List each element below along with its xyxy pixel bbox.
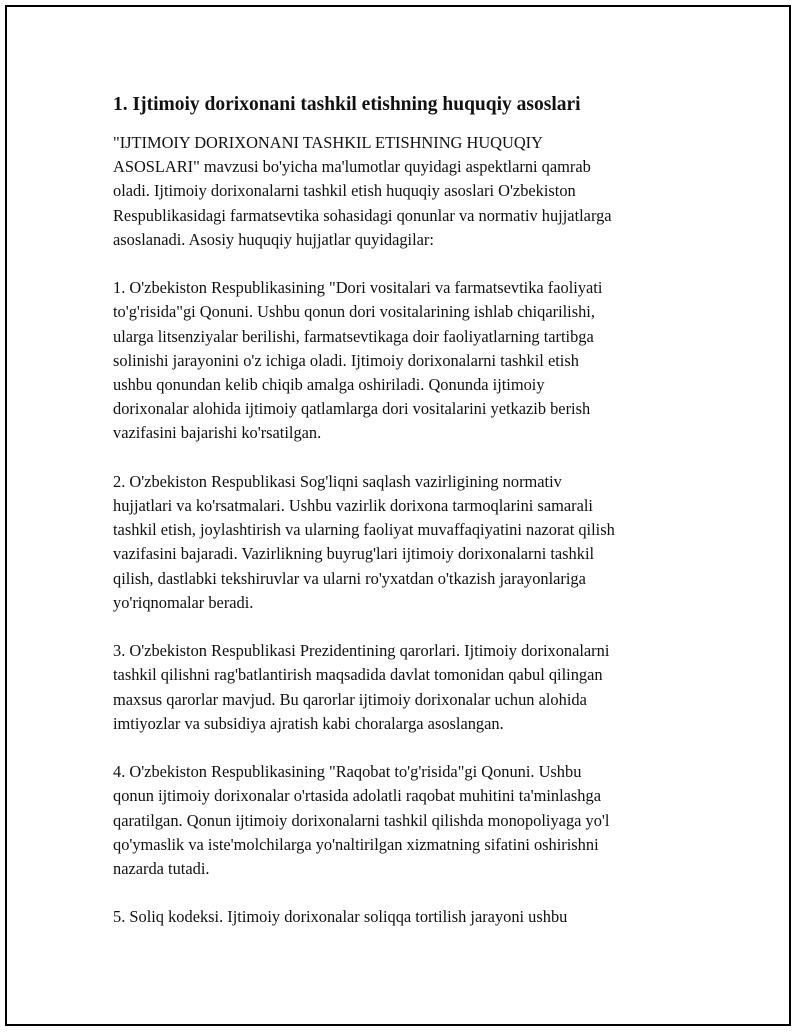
text-line: Respublikasidagi farmatsevtika sohasidagi qonunlar va normativ hujjatlarga (113, 205, 612, 225)
document-title: 1. Ijtimoiy dorixonani tashkil etishning huquqiy asoslari (113, 94, 581, 115)
text-line: qo'ymaslik va iste'molchilarga yo'naltirilgan xizmatning sifatini oshirishni (113, 834, 599, 854)
document-body (113, 92, 673, 954)
text-line: vazifasini bajaradi. Vazirlikning buyrug'lari ijtimoiy dorixonalarni tashkil (113, 544, 595, 564)
text-line: ularga litsenziyalar berilishi, farmatsevtikaga doir faoliyatlarning tartibga (113, 326, 594, 346)
paragraph-item-4 (113, 760, 673, 881)
text-line: vazifasini bajarishi ko'rsatilgan. (113, 423, 322, 443)
text-line: to'g'risida"gi Qonuni. Ushbu qonun dori vositalarining ishlab chiqarilishi, (113, 302, 595, 322)
text-line: 2. O'zbekiston Respublikasi Sog'liqni saqlash vazirligining normativ (113, 471, 562, 491)
text-line: maxsus qarorlar mavjud. Bu qarorlar ijtimoiy dorixonalar uchun alohida (113, 689, 587, 709)
text-line: hujjatlari va ko'rsatmalari. Ushbu vazirlik dorixona tarmoqlarini samarali (113, 496, 593, 516)
text-line: nazarda tutadi. (113, 859, 210, 879)
text-line: 3. O'zbekiston Respublikasi Prezidentining qarorlari. Ijtimoiy dorixonalarni (113, 641, 610, 661)
text-line: dorixonalar alohida ijtimoiy qatlamlarga dori vositalarini yetkazib berish (113, 399, 591, 419)
text-line: tashkil etish, joylashtirish va ularning faoliyat muvaffaqiyatini nazorat qilish (113, 520, 615, 540)
text-line: qilish, dastlabki tekshiruvlar va ularni ro'yxatdan o'tkazish jarayonlariga (113, 568, 586, 588)
text-line: ushbu qonundan kelib chiqib amalga oshiriladi. Qonunda ijtimoiy (113, 375, 545, 395)
text-line: 1. O'zbekiston Respublikasining "Dori vositalari va farmatsevtika faoliyati (113, 278, 603, 298)
text-line: solinishi jarayonini o'z ichiga oladi. Ijtimoiy dorixonalarni tashkil etish (113, 350, 579, 370)
text-line: ASOSLARI" mavzusi bo'yicha ma'lumotlar quyidagi aspektlarni qamrab (113, 157, 591, 177)
paragraph-item-5 (113, 905, 673, 929)
text-line: 5. Soliq kodeksi. Ijtimoiy dorixonalar soliqqa tortilish jarayoni ushbu (113, 907, 568, 927)
text-line: oladi. Ijtimoiy dorixonalarni tashkil etish huquqiy asoslari O'zbekiston (113, 181, 576, 201)
text-line: qaratilgan. Qonun ijtimoiy dorixonalarni tashkil qilishda monopoliyaga yo'l (113, 810, 610, 830)
paragraph-item-3 (113, 639, 673, 736)
text-line: asoslanadi. Asosiy huquqiy hujjatlar quyidagilar: (113, 229, 434, 249)
text-line: qonun ijtimoiy dorixonalar o'rtasida adolatli raqobat muhitini ta'minlashga (113, 786, 601, 806)
text-line: imtiyozlar va subsidiya ajratish kabi choralarga asoslangan. (113, 713, 504, 733)
text-line: tashkil qilishni rag'batlantirish maqsadida davlat tomonidan qabul qilingan (113, 665, 603, 685)
paragraph-item-2 (113, 470, 673, 615)
text-line: yo'riqnomalar beradi. (113, 592, 254, 612)
paragraph-intro (113, 131, 673, 252)
text-line: "IJTIMOIY DORIXONANI TASHKIL ETISHNING HUQUQIY (113, 133, 543, 152)
paragraph-item-1 (113, 276, 673, 445)
text-line: 4. O'zbekiston Respublikasining "Raqobat to'g'risida"gi Qonuni. Ushbu (113, 762, 582, 782)
